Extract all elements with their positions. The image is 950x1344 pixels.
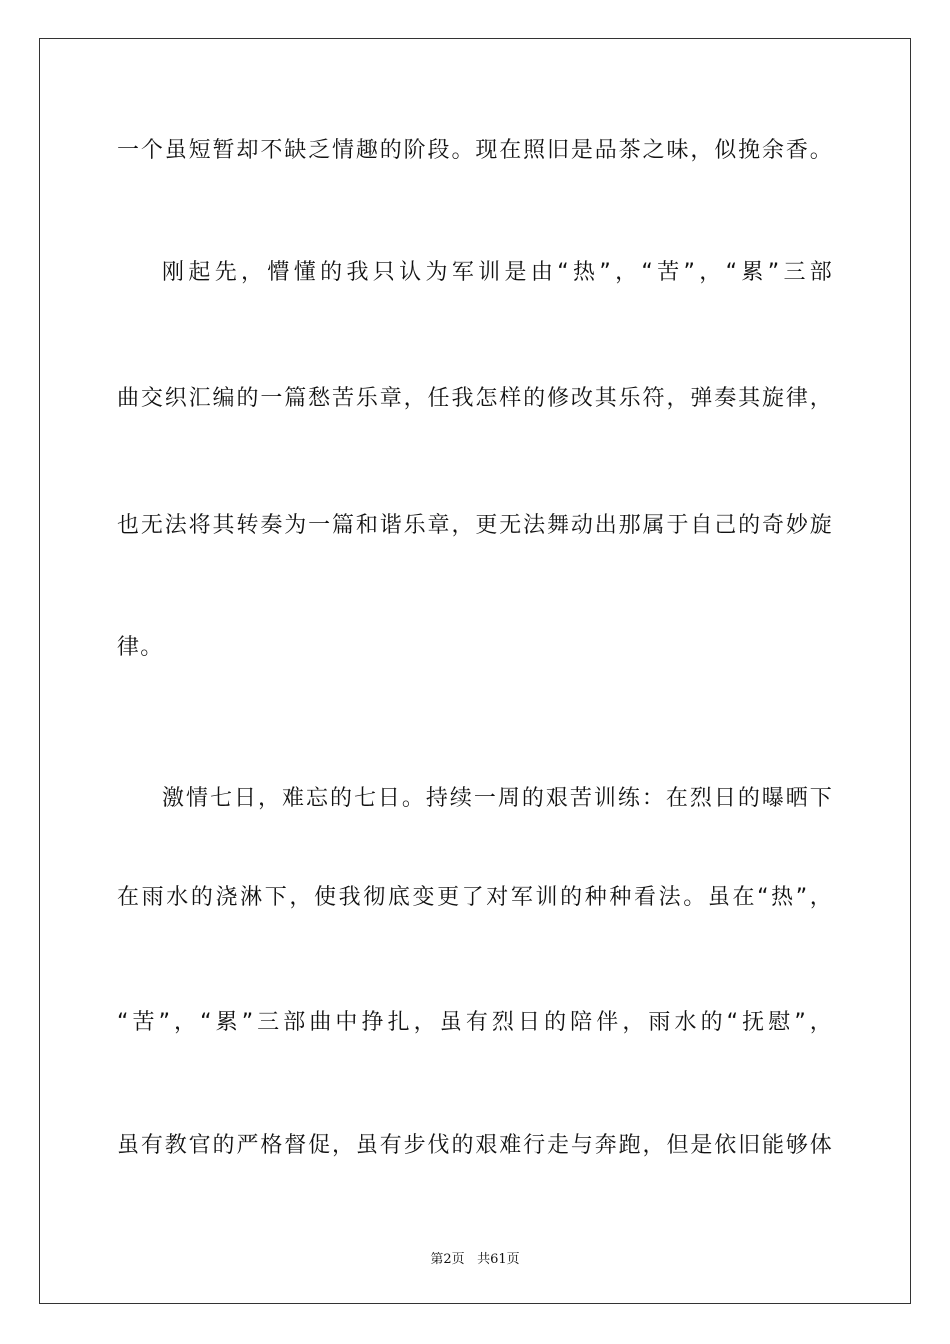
page-number: 第2页 <box>430 1252 465 1267</box>
text-line-1: 一个虽短暂却不缺乏情趣的阶段。现在照旧是品茶之味，似挽余香。 <box>117 138 833 163</box>
page-frame <box>39 38 911 1304</box>
text-line-6: 激情七日，难忘的七日。持续一周的艰苦训练：在烈日的曝晒下 <box>162 786 833 811</box>
page-total: 共61页 <box>477 1252 520 1267</box>
text-line-8: “苦”，“累”三部曲中挣扎，虽有烈日的陪伴，雨水的“抚慰”， <box>117 1010 833 1035</box>
text-line-2: 刚起先，懵懂的我只认为军训是由“热”，“苦”，“累”三部 <box>162 260 833 285</box>
text-line-9: 虽有教官的严格督促，虽有步伐的艰难行走与奔跑，但是依旧能够体 <box>117 1133 833 1158</box>
text-line-5: 律。 <box>117 635 164 660</box>
text-line-7: 在雨水的浇淋下，使我彻底变更了对军训的种种看法。虽在“热”， <box>117 885 833 910</box>
page-footer <box>0 1248 950 1267</box>
text-line-4: 也无法将其转奏为一篇和谐乐章，更无法舞动出那属于自己的奇妙旋 <box>117 513 833 538</box>
text-line-3: 曲交织汇编的一篇愁苦乐章，任我怎样的修改其乐符，弹奏其旋律， <box>117 386 833 411</box>
